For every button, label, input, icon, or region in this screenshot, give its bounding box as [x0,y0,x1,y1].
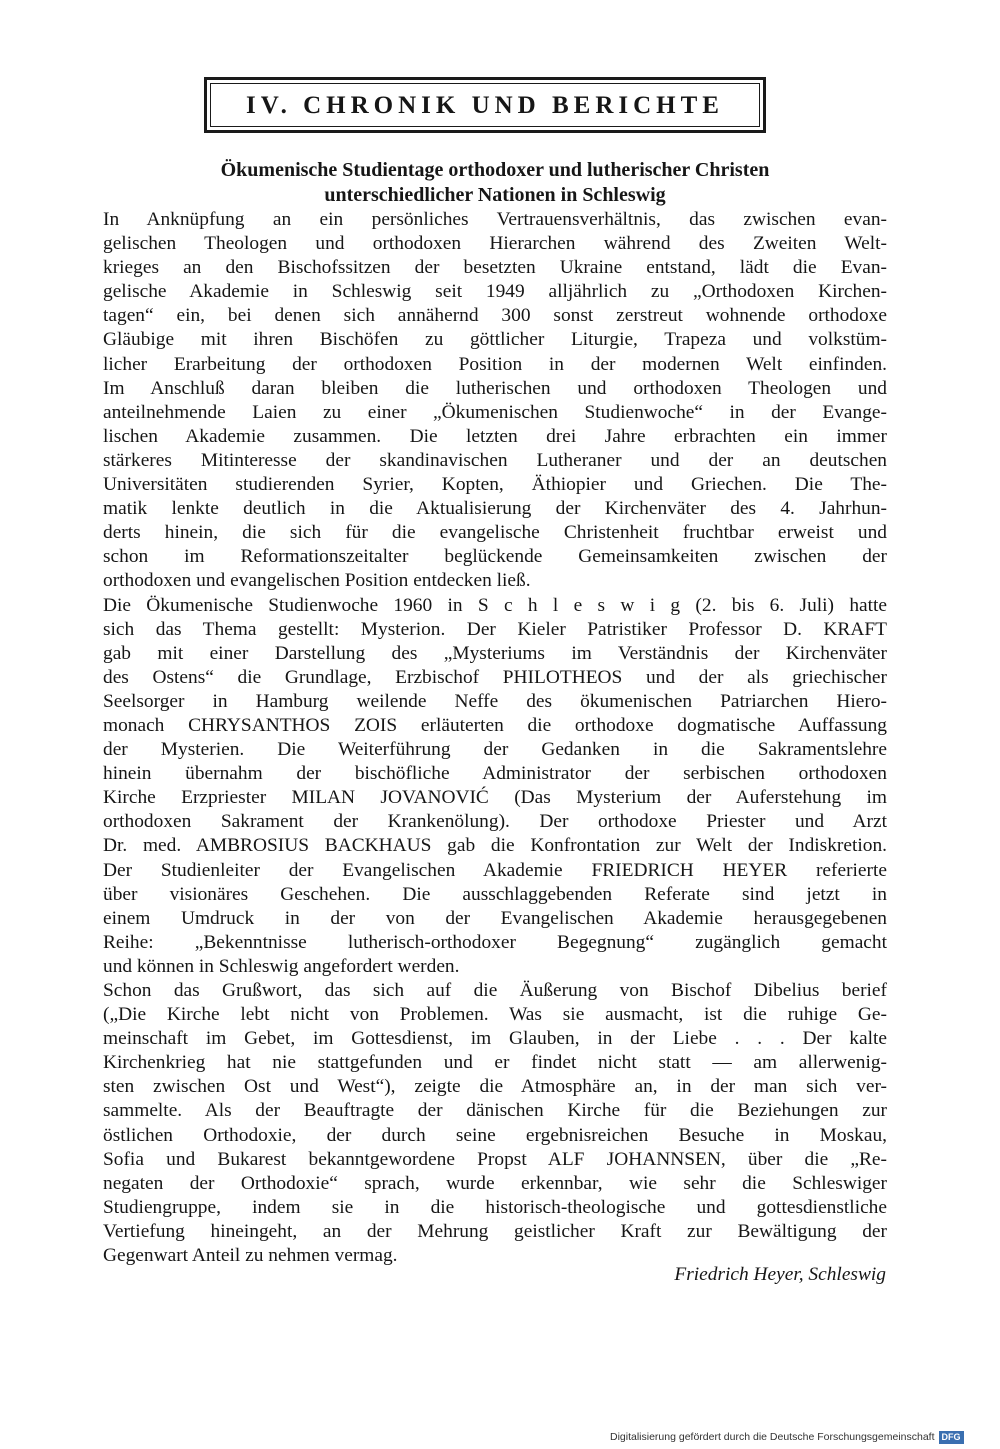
body-line: gab mit einer Darstellung des „Mysteriums im Verständnis der Kirchenväter [103,642,887,664]
body-line: des Ostens“ die Grundlage, Erzbischof PHILOTHEOS und der als griechischer [103,666,887,688]
body-line: sich das Thema gestellt: Mysterion. Der Kieler Patristiker Professor D. KRAFT [103,618,887,640]
body-line: und können in Schleswig angefordert werden. [103,955,460,977]
body-line: gelischen Theologen und orthodoxen Hierarchen während des Zweiten Welt- [103,233,887,255]
body-line: Seelsorger in Hamburg weilende Neffe des ökumenischen Patriarchen Hiero- [103,690,887,712]
body-line: sten zwischen Ost und West“), zeigte die Atmosphäre an, in der man sich ver- [103,1076,887,1098]
body-line: In Anknüpfung an ein persönliches Vertrauensverhältnis, das zwischen evan- [103,209,887,230]
dfg-logo: DFG [939,1431,964,1444]
body-line: Im Anschluß daran bleiben die lutherischen und orthodoxen Theologen und [103,377,887,399]
body-line: meinschaft im Gebet, im Gottesdienst, im Glauben, in der Liebe . . . Der kalte [103,1028,887,1050]
body-line: matik lenkte deutlich in die Aktualisierung der Kirchenväter des 4. Jahrhun- [103,498,887,520]
body-line: Universitäten studierenden Syrier, Kopten, Äthiopier und Griechen. Die The- [103,474,887,496]
body-line: Gläubige mit ihren Bischöfen zu göttlicher Liturgie, Trapeza und volkstüm- [103,329,887,351]
body-line: Vertiefung hineingeht, an der Mehrung geistlicher Kraft zur Bewältigung der [103,1220,887,1242]
body-line: Studiengruppe, indem sie in die historisch-theologische und gottesdienstliche [103,1196,887,1218]
footer-text: Digitalisierung gefördert durch die Deutsche Forschungsgemeinschaft [610,1431,935,1443]
body-line: der Mysterien. Die Weiterführung der Gedanken in die Sakramentslehre [103,739,887,761]
section-title: IV. CHRONIK UND BERICHTE [246,92,724,119]
body-line: über visionäres Geschehen. Die ausschlaggebenden Referate sind jetzt in [103,883,887,905]
body-line: östlichen Orthodoxie, der durch seine ergebnisreichen Besuche in Moskau, [103,1124,887,1146]
author-signature: Friedrich Heyer, Schleswig [674,1264,886,1285]
body-line: Gegenwart Anteil zu nehmen vermag. [103,1245,398,1267]
article-body [103,208,887,1268]
body-line: stärkeres Mitinteresse der skandinavischen Lutheraner und der an deutschen [103,449,887,471]
body-line: Kirche Erzpriester MILAN JOVANOVIĆ (Das Mysterium der Auferstehung im [103,787,887,809]
footer-credit [610,1430,964,1444]
body-line: orthodoxen und evangelischen Position entdecken ließ. [103,570,531,592]
body-line: Kirchenkrieg hat nie stattgefunden und er findet nicht statt — am allerwenig- [103,1052,887,1074]
body-line: Dr. med. AMBROSIUS BACKHAUS gab die Konfrontation zur Welt der Indiskretion. [103,835,887,857]
body-line: derts hinein, die sich für die evangelische Christenheit fruchtbar erweist und [103,522,887,544]
article-title-line: unterschiedlicher Nationen in Schleswig [324,184,666,206]
body-line: licher Erarbeitung der orthodoxen Position in der modernen Welt einfinden. [103,353,887,375]
body-line: tagen“ ein, bei denen sich annähernd 300 sonst zerstreut wohnende orthodoxe [103,305,887,327]
article-title-line: Ökumenische Studientage orthodoxer und lutherischer Christen [220,159,770,181]
section-heading-box [204,77,766,133]
body-line: schon im Reformationszeitalter beglückende Gemeinsamkeiten zwischen der [103,546,887,568]
body-line: anteilnehmende Laien zu einer „Ökumenischen Studienwoche“ in der Evange- [103,401,887,423]
body-line: Der Studienleiter der Evangelischen Akademie FRIEDRICH HEYER referierte [103,859,887,881]
body-line: Die Ökumenische Studienwoche 1960 in S c h l e s w i g (2. bis 6. Juli) hatte [103,594,887,616]
article-title [100,158,890,208]
body-line: sammelte. Als der Beauftragte der dänischen Kirche für die Beziehungen zur [103,1100,887,1122]
body-line: hinein übernahm der bischöfliche Administrator der serbischen orthodoxen [103,763,887,785]
body-line: („Die Kirche lebt nicht von Problemen. Was sie ausmacht, ist die ruhige Ge- [103,1004,887,1026]
body-line: orthodoxen Sakrament der Krankenölung). Der orthodoxe Priester und Arzt [103,811,887,833]
body-line: Reihe: „Bekenntnisse lutherisch-orthodoxer Begegnung“ zugänglich gemacht [103,931,887,953]
body-line: negaten der Orthodoxie“ sprach, wurde erkennbar, wie sehr die Schleswiger [103,1172,887,1194]
body-line: Schon das Grußwort, das sich auf die Äußerung von Bischof Dibelius berief [103,980,887,1001]
body-line: einem Umdruck in der von der Evangelischen Akademie herausgegebenen [103,907,887,929]
body-line: gelische Akademie in Schleswig seit 1949 alljährlich zu „Orthodoxen Kirchen- [103,281,887,303]
body-line: krieges an den Bischofssitzen der besetzten Ukraine entstand, lädt die Evan- [103,257,887,279]
body-line: lischen Akademie zusammen. Die letzten drei Jahre erbrachten ein immer [103,425,887,447]
body-line: monach CHRYSANTHOS ZOIS erläuterten die orthodoxe dogmatische Auffassung [103,714,887,736]
body-line: Sofia und Bukarest bekanntgewordene Propst ALF JOHANNSEN, über die „Re- [103,1148,887,1170]
